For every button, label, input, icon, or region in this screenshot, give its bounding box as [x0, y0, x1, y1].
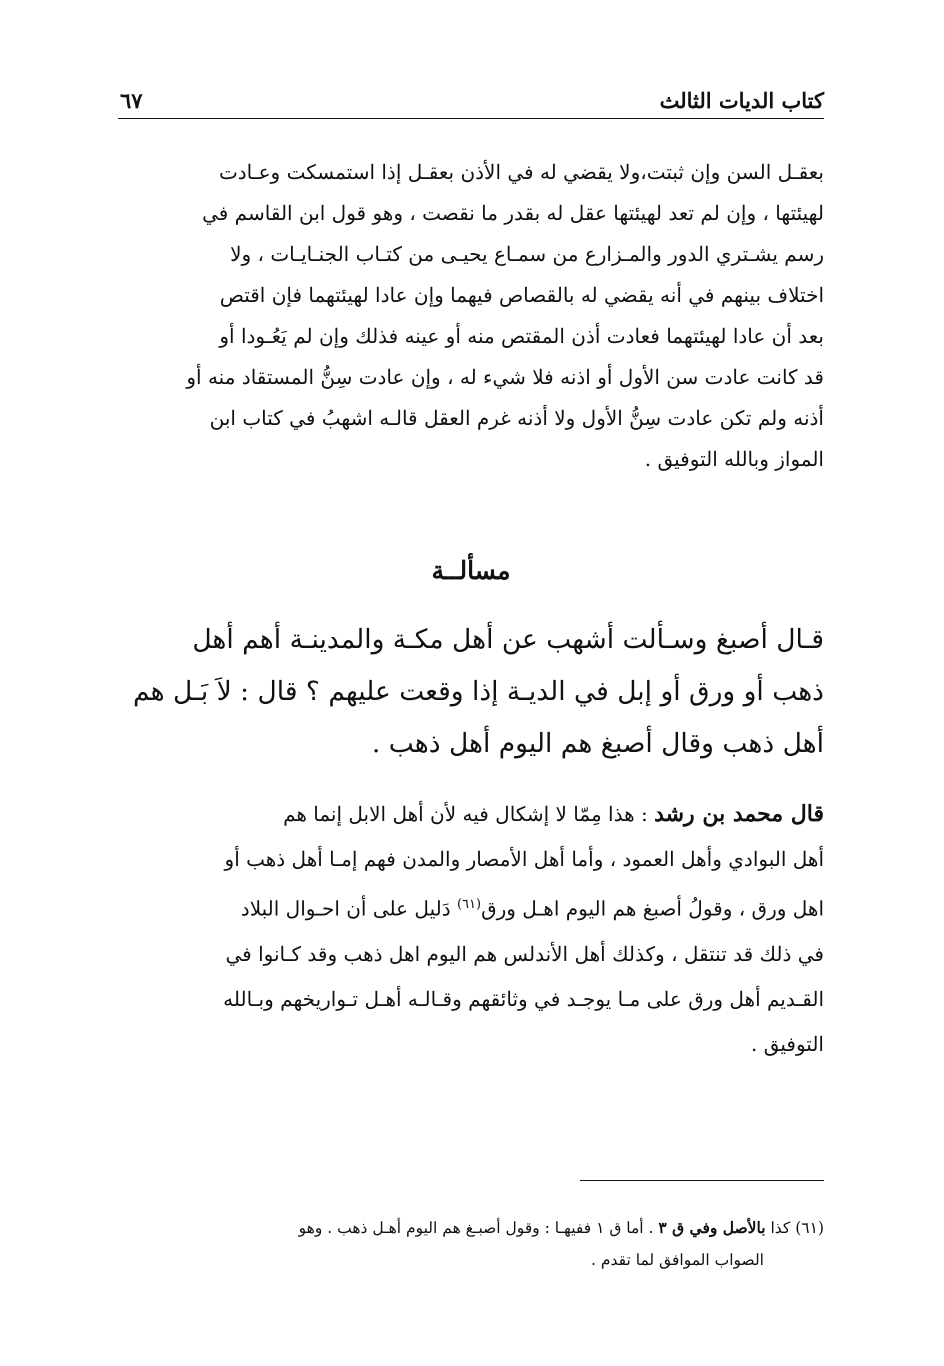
paragraph-1: [118, 152, 824, 480]
answer-line: التوفيق .: [750, 1031, 824, 1056]
question-line: ذهب أو ورق أو إبل في الديـة إذا وقعت عليهم ؟ قال : لاَ بَـل هم: [132, 676, 824, 707]
question-line: قـال أصبغ وسـألت أشهب عن أهل مكـة والمدينـة أهم أهل: [192, 624, 824, 655]
text-line: اختلاف بينهم في أنه يقضي له بالقصاص فيهما وإن عادا لهيئتهما فإن اقتص: [219, 283, 824, 307]
text-line: رسم يشـتري الدور والمـزارع من سمـاع يحيـى من كتـاب الجنـايـات ، ولا: [230, 242, 824, 266]
answer-line: أهل البوادي وأهل العمود ، وأما أهل الأمصار والمدن فهم إمـا أهل ذهب أو: [224, 847, 824, 871]
text-line: لهيئتها ، وإن لم تعد لهيئتها عقل له بقدر ما نقصت ، وهو قول ابن القاسم في: [202, 201, 824, 225]
page-number: ٦٧: [120, 88, 143, 113]
footnote-lead: كذا: [765, 1219, 796, 1237]
answer-line: [118, 792, 824, 837]
answer-line1-rest: : هذا مِمّا لا إشكال فيه لأن أهل الابل إنما هم: [283, 802, 655, 826]
question-paragraph: [118, 614, 824, 770]
answer-paragraph: [118, 792, 824, 1067]
section-heading: مسألــة: [431, 556, 511, 585]
answer-line3-before: اهل ورق ، وقولُ أصبغ هم اليوم اهـل ورق: [481, 896, 824, 921]
footnote-divider: [580, 1180, 824, 1181]
running-title: كتاب الديات الثالث: [659, 88, 824, 113]
footnote-line: [118, 1212, 824, 1244]
answer-line3-after: دَليل على أن احـوال البلاد: [240, 896, 457, 921]
text-line: بعد أن عادا لهيئتهما فعادت أذن المقتص منه أو عينه فذلك وإن لم يَعُـودا أو: [219, 324, 824, 348]
text-line: بعقـل السن وإن ثبتت،ولا يقضي له في الأذن بعقـل إذا استمسكت وعـادت: [218, 160, 824, 184]
footnote-number: (٦١): [795, 1219, 824, 1237]
answer-lead: قال محمد بن رشد: [654, 801, 824, 827]
footnote-rest: . أما ق ١ ففيهـا : وقول أصبـغ هم اليوم أهـل ذهب . وهو: [298, 1219, 659, 1237]
question-line: أهل ذهب وقال أصبغ هم اليوم أهل ذهب .: [371, 728, 824, 759]
footnote-marker: (٦١): [456, 897, 482, 912]
footnote: [118, 1212, 824, 1276]
text-line: المواز وبالله التوفيق .: [644, 447, 824, 471]
answer-line: [118, 882, 824, 932]
footnote-line: الصواب الموافق لما تقدم .: [591, 1251, 764, 1269]
running-header: [118, 84, 824, 119]
answer-line: في ذلك قد تنتقل ، وكذلك أهل الأندلس هم اليوم اهل ذهب وقد كـانوا في: [225, 941, 824, 966]
footnote-bold: بالأصل وفي ق ٣: [658, 1218, 766, 1237]
answer-line: القـديم أهل ورق على مـا يوجـد في وثائقهم وقـالـه أهـل تـواريخهم وبـالله: [223, 986, 824, 1011]
text-line: قد كانت عادت سن الأول أو اذنه فلا شيء له ، وإن عادت سِنُّ المستقاد منه أو: [186, 365, 824, 389]
text-line: أذنه ولم تكن عادت سِنُّ الأول ولا أذنه غرم العقل قالـه اشهبُ في كتاب ابن: [209, 406, 824, 430]
